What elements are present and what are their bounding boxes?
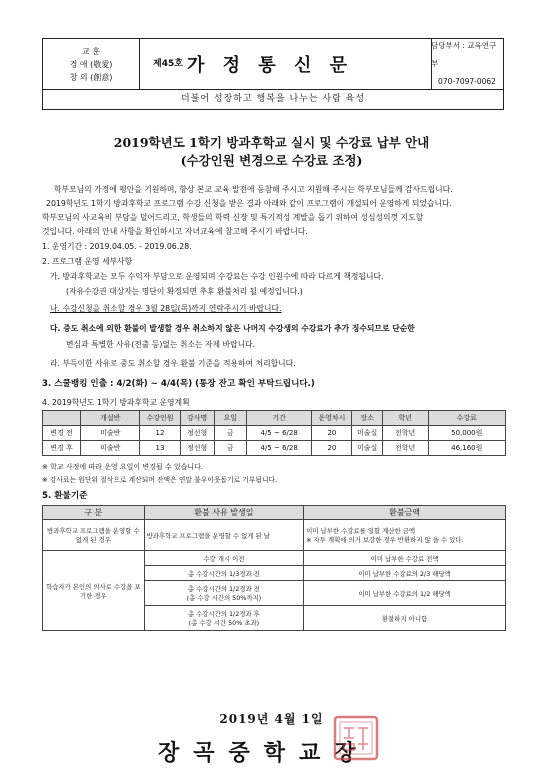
item-program-details: 2. 프로그램 운영 세부사항 [42,257,133,266]
cell: 20 [312,426,352,441]
refund-when: 총 수강시간의 1/2경과 전 (총 수강 시간의 50%까지) [144,581,304,606]
column-header: 수강인원 [140,411,180,426]
column-header: 요일 [214,411,246,426]
refund-criteria-table [42,505,506,631]
school-principal-signature: 장곡중학교장 [158,740,370,766]
newsletter-title-box [139,39,432,89]
refund-amount-note: ※ 자투 계획에 의거 보강한 경우 반환하지 않 을 수 있다. [306,536,464,544]
document-title: 2019학년도 1학기 방과후학교 실시 및 수강료 납부 안내 [113,135,430,150]
newsletter-title: 가 정 통 신 문 [187,55,354,76]
cell: 정선형 [180,426,214,441]
cell: 변경 후 [43,441,81,456]
refund-amount: 이미 납부한 수강료 전액 [304,551,506,566]
column-header: 기간 [246,411,311,426]
column-header: 환불 사유 발생일 [144,506,304,520]
column-header: 환불금액 [304,506,506,520]
note-schedule-change: ※ 학교 사정에 따라 운영 요일이 변경될 수 있습니다. [42,463,204,471]
refund-when: 총 수강시간의 1/3경과 전 [144,566,304,581]
cell: 미술실 [352,426,382,441]
column-header: 운영차시 [312,411,352,426]
official-seal-icon [332,714,380,762]
refund-amount [304,520,506,551]
cell: 금 [214,426,246,441]
item-school-banking: 3. 스쿨뱅킹 인출 : 4/2(화) ~ 4/4(목) (통장 잔고 확인 부탁드립니다.) [42,379,315,389]
department: 담당부서 : 교육연구부 [431,41,497,68]
refund-category: 방과후학교 프로그램을 운영할 수 없게 된 경우 [43,520,145,551]
school-motto [43,39,140,89]
table-row [43,441,506,456]
cell: 12 [140,426,180,441]
cell: 20 [312,441,352,456]
cell: 정선형 [180,441,214,456]
column-header: 강사명 [180,411,214,426]
detail-na: 나. 수강신청을 취소할 경우 3월 28일(목)까지 연락주시기 바랍니다. [50,304,282,313]
column-header: 구 분 [43,506,145,520]
cell: 13 [140,441,180,456]
contact-box [431,39,503,89]
table-header-row [43,411,506,426]
detail-da: 다. 중도 취소에 의한 환불이 발생할 경우 취소하지 않은 나머지 수강생의 수강료가 추가 징수되므로 단순한 [50,324,415,333]
intro-line: 2019학년도 1학기 방과후학교 프로그램 수강 신청을 받은 결과 아래와 같이 프로그램이 개설되어 운영하게 되었습니다. [46,199,452,208]
cell: 금 [214,441,246,456]
motto-line: 경 애 (敬愛) [69,59,113,69]
item-operation-period: 1. 운영기간 : 2019.04.05. - 2019.06.28. [42,242,192,251]
refund-amount: 이미 납부한 수강료의 1/2 해당액 [304,581,506,606]
cell: 미술실 [352,441,382,456]
table-row [43,426,506,441]
program-schedule-table [42,410,506,456]
refund-when: 수강 개시 이전 [144,551,304,566]
refund-when: 방과후학교 프로그램을 운영할 수 없게 된 날 [144,520,304,551]
refund-category: 학습자가 본인의 의사로 수강을 포기한 경우 [43,551,145,631]
school-slogan: 더불어 성장하고 행복을 나누는 사람 육성 [42,90,504,110]
intro-line: 학부모님의 사교육비 부담을 덜어드리고, 학생들의 학력 신장 및 특기적성 계발을 돕기 위하여 성심성의껏 지도할 [42,213,424,222]
cell: 50,000원 [428,426,505,441]
motto-line: 교 훈 [82,46,100,56]
issue-number: 제45호 [153,59,183,69]
cell: 전학년 [382,441,428,456]
refund-when: 총 수강시간의 1/2경과 후 (총 수강 시간 50% 초과) [144,606,304,631]
column-header: 장소 [352,411,382,426]
newsletter-header [42,38,504,90]
intro-line: 것입니다. 아래의 안내 사항을 확인하시고 자녀교육에 참고해 주시기 바랍니다. [42,227,308,236]
column-header: 학년 [382,411,428,426]
detail-ga-note: (자유수강권 대상자는 명단이 확정되면 추후 환불처리 될 예정입니다.) [66,287,303,296]
item-refund-criteria: 5. 환불기준 [42,491,88,501]
issue-date: 2019년 4월 1일 [219,712,324,726]
cell: 4/5 ~ 6/28 [246,426,311,441]
cell: 미술반 [81,441,140,456]
column-header: 수강료 [428,411,505,426]
item-operation-plan: 4. 2019학년도 1학기 방과후학교 운영계획 [42,398,190,407]
cell: 미술반 [81,426,140,441]
cell: 변경 전 [43,426,81,441]
cell: 전학년 [382,426,428,441]
refund-amount: 이미 납부한 수강료의 2/3 해당액 [304,566,506,581]
table-row [43,520,506,551]
table-header-row [43,506,506,520]
intro-line: 학부모님의 가정에 평안을 기원하며, 항상 본교 교육 발전에 동참해 주시고 지원해 주시는 학부모님들께 감사드립니다. [54,185,453,194]
motto-line: 창 의 (創意) [69,72,113,82]
note-instructor-fee: ※ 강사료는 원단위 절삭으로 계산되며 잔액은 연말 불우이웃돕기로 기부됩니다. [42,476,278,484]
cell: 46,160원 [428,441,505,456]
column-header: 개설반 [81,411,140,426]
refund-amount-line: 이미 납부한 수강료를 일할 계산한 금액 [306,527,416,535]
cell: 4/5 ~ 6/28 [246,441,311,456]
table-row [43,551,506,566]
detail-ga: 가. 방과후학교는 모두 수익자 부담으로 운영되며 수강료는 수강 인원수에 따라 다르게 책정됩니다. [50,272,384,281]
column-header [43,411,81,426]
document-subtitle: (수강인원 변경으로 수강료 조정) [180,153,363,168]
detail-ra: 라. 부득이한 사유로 중도 취소할 경우 환불 기준을 적용하여 처리합니다. [50,359,296,368]
phone-number: 070-7097-0062 [438,77,496,86]
detail-da-cont: 변심과 특별한 사유(전출 등)없는 취소는 자제 바랍니다. [66,340,256,349]
refund-amount: 환불하지 아니함 [304,606,506,631]
